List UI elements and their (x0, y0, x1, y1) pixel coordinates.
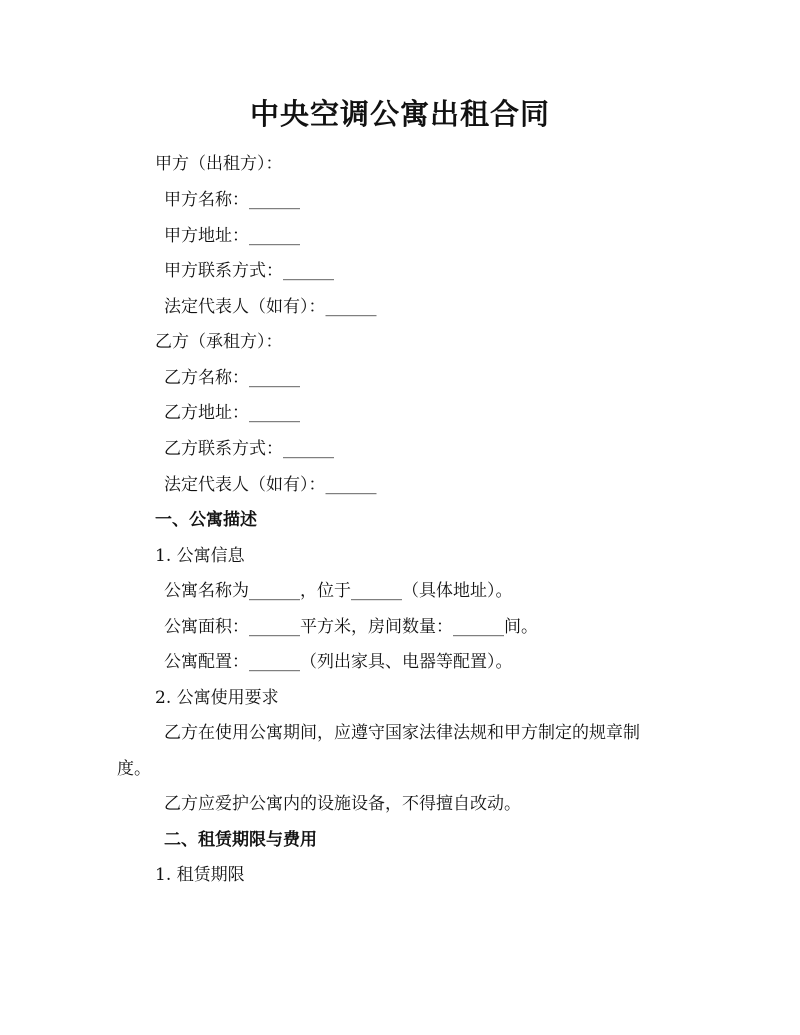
party-a-contact: 甲方联系方式：______ (164, 261, 334, 281)
section-1-2-heading: 2. 公寓使用要求 (155, 688, 279, 708)
document-title: 中央空调公寓出租合同 (249, 97, 550, 131)
usage-rule-1-line-2: 度。 (117, 759, 151, 779)
apartment-configuration: 公寓配置：______（列出家具、电器等配置）。 (164, 652, 513, 672)
party-b-legal-rep: 法定代表人（如有）：______ (164, 475, 377, 495)
section-1-1-heading: 1. 公寓信息 (155, 546, 245, 566)
section-2-1-heading: 1. 租赁期限 (155, 865, 245, 885)
apartment-name-location: 公寓名称为______，位于______（具体地址）。 (164, 581, 513, 601)
party-a-address: 甲方地址：______ (164, 226, 300, 246)
usage-rule-1-line-1: 乙方在使用公寓期间，应遵守国家法律法规和甲方制定的规章制 (164, 723, 640, 743)
party-b-heading: 乙方（承租方）： (155, 332, 283, 352)
party-b-address: 乙方地址：______ (164, 403, 300, 423)
party-b-name: 乙方名称：______ (164, 368, 300, 388)
section-2-heading: 二、租赁期限与费用 (164, 830, 317, 850)
apartment-area-rooms: 公寓面积：______平方米，房间数量：______间。 (164, 617, 538, 637)
section-1-heading: 一、公寓描述 (155, 510, 257, 530)
usage-rule-2: 乙方应爱护公寓内的设施设备，不得擅自改动。 (164, 794, 521, 814)
party-a-heading: 甲方（出租方）： (155, 154, 283, 174)
party-a-legal-rep: 法定代表人（如有）：______ (164, 297, 377, 317)
party-b-contact: 乙方联系方式：______ (164, 439, 334, 459)
party-a-name: 甲方名称：______ (164, 190, 300, 210)
